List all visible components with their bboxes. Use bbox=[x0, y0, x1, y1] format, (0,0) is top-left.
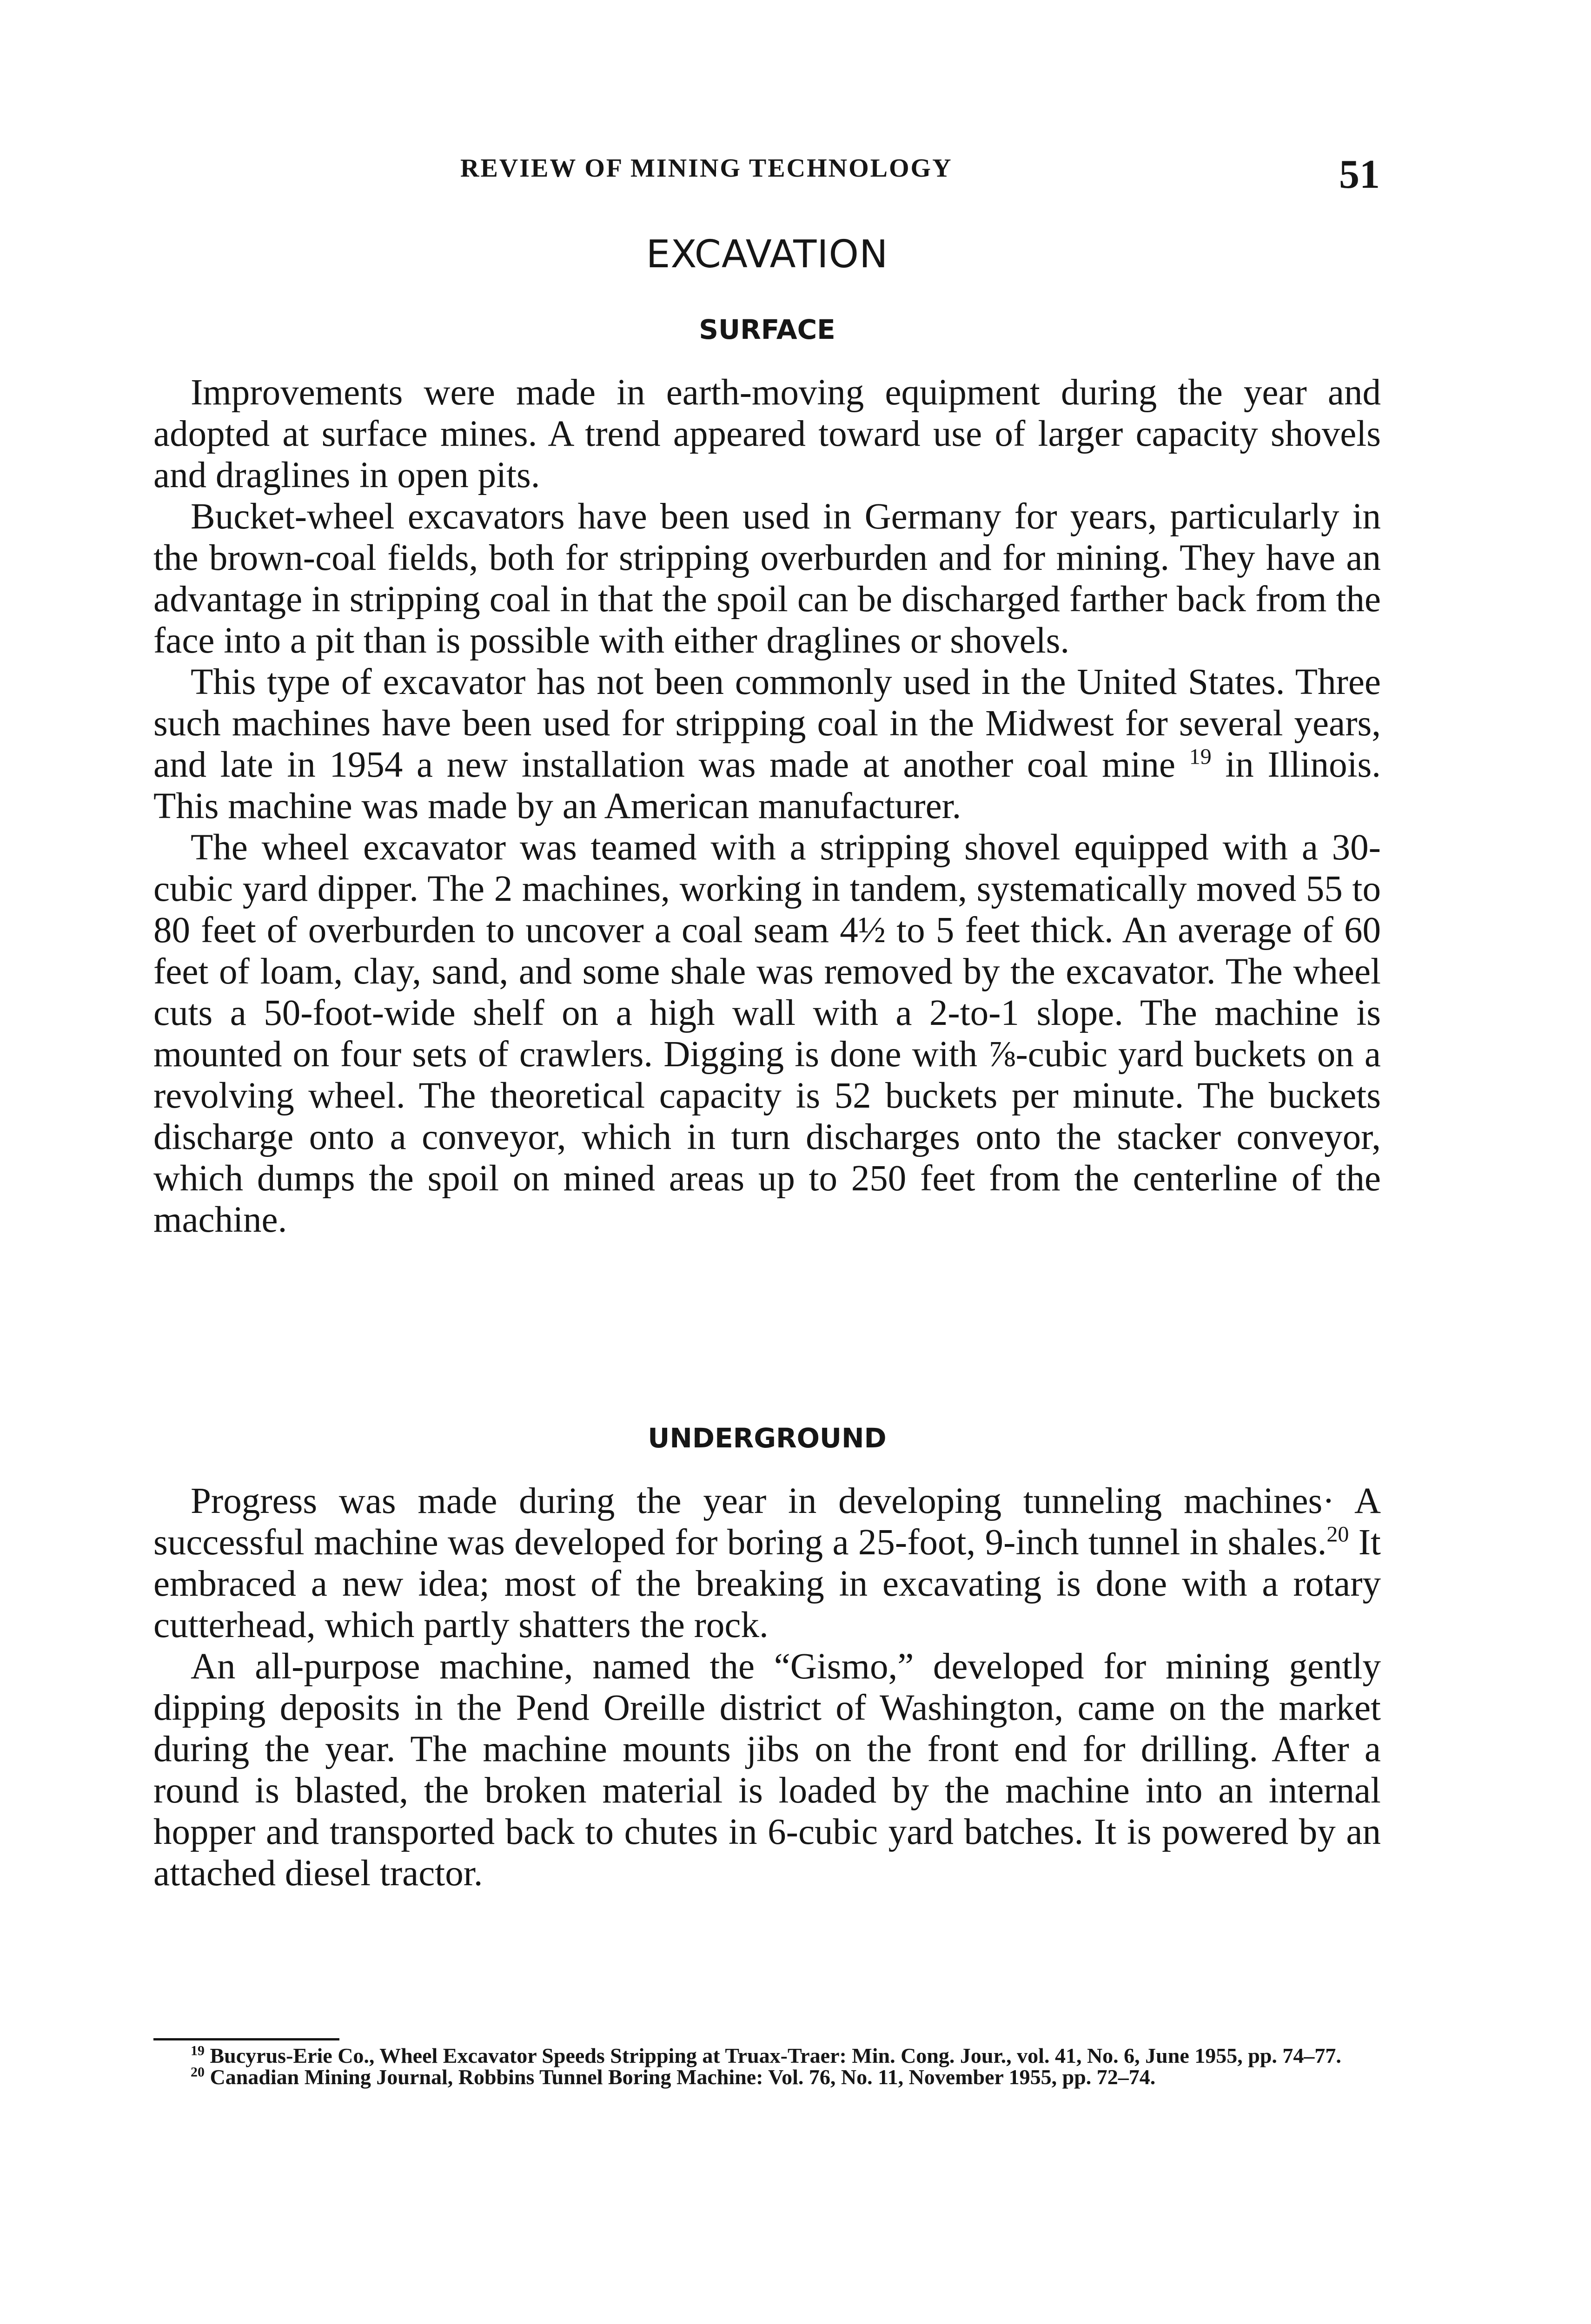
footnote-reference: 19 bbox=[1189, 744, 1212, 769]
footnote-text: Bucyrus-Erie Co., Wheel Excavator Speeds Stripping at Truax-Traer: Min. Cong. Jour., vol. 41, No. 6, June 1955, pp. 74–77. bbox=[210, 2044, 1341, 2067]
section-title: EXCAVATION bbox=[646, 232, 888, 277]
paragraph bbox=[153, 661, 1381, 827]
footnote-text: Canadian Mining Journal, Robbins Tunnel Boring Machine: Vol. 76, No. 11, November 1955, pp. 72–74. bbox=[210, 2065, 1156, 2089]
footnote-divider bbox=[153, 2038, 339, 2040]
footnote bbox=[153, 2045, 1381, 2067]
paragraph-text: It embraced a new idea; most of the breaking in excavating is done with a rotary cutterhead, which partly shatters the rock. bbox=[153, 1522, 1381, 1645]
paragraph bbox=[153, 372, 1381, 496]
paragraph bbox=[153, 496, 1381, 661]
footnote bbox=[153, 2064, 1381, 2089]
paragraph-text: Improvements were made in earth-moving equipment during the year and adopted at surface mines. A trend appeared toward use of larger capacity shovels and draglines in open pits. bbox=[153, 372, 1381, 495]
paragraph-text: in Illinois. This machine was made by an American manufacturer. bbox=[153, 745, 1381, 826]
surface-body bbox=[153, 372, 1381, 1241]
paragraph-text: Bucket-wheel excavators have been used in Germany for years, particularly in the brown-coal fields, both for stripping overburden and for mining. They have an advantage in stripping coal in that the spoil can be discharged farther back from the face into a pit than is possible with either draglines or shovels. bbox=[153, 496, 1381, 661]
subsection-heading-underground: UNDERGROUND bbox=[648, 1422, 887, 1454]
footnote-reference: 20 bbox=[1326, 1522, 1349, 1547]
underground-body bbox=[153, 1480, 1381, 1894]
paragraph-text: The wheel excavator was teamed with a stripping shovel equipped with a 30-cubic yard dipper. The 2 machines, working in tandem, systematically moved 55 to 80 feet of overburden to uncover a coal seam 4½ to 5 feet thick. An average of 60 feet of loam, clay, sand, and some shale was removed by the excavator. The wheel cuts a 50-foot-wide shelf on a high wall with a 2-to-1 slope. The machine is mounted on four sets of crawlers. Digging is done with ⅞-cubic yard buckets on a revolving wheel. The theoretical capacity is 52 buckets per minute. The buckets discharge onto a conveyor, which in turn discharges onto the stacker conveyor, which dumps the spoil on mined areas up to 250 feet from the centerline of the machine. bbox=[153, 827, 1381, 1240]
paragraph-text: Progress was made during the year in developing tunneling machines· A successful machine was developed for boring a 25-foot, 9-inch tunnel in shales. bbox=[153, 1481, 1381, 1563]
paragraph bbox=[153, 827, 1381, 1241]
paragraph bbox=[153, 1646, 1381, 1894]
paragraph-text: This type of excavator has not been commonly used in the United States. Three such machines have been used for stripping coal in the Midwest for several years, and late in 1954 a new installation was made at another coal mine bbox=[153, 662, 1381, 785]
running-head: REVIEW OF MINING TECHNOLOGY bbox=[460, 154, 953, 183]
footnotes bbox=[153, 2045, 1381, 2088]
paragraph bbox=[153, 1480, 1381, 1646]
footnote-mark: 20 bbox=[191, 2064, 205, 2080]
subsection-heading-surface: SURFACE bbox=[699, 314, 835, 345]
page-number: 51 bbox=[1339, 152, 1380, 197]
paragraph-text: An all-purpose machine, named the “Gismo,” developed for mining gently dipping deposits in the Pend Oreille district of Washington, came on the market during the year. The machine mounts jibs on the front end for drilling. After a round is blasted, the broken material is loaded by the machine into an internal hopper and transported back to chutes in 6-cubic yard batches. It is powered by an attached diesel tractor. bbox=[153, 1646, 1381, 1894]
footnote-mark: 19 bbox=[191, 2043, 205, 2059]
